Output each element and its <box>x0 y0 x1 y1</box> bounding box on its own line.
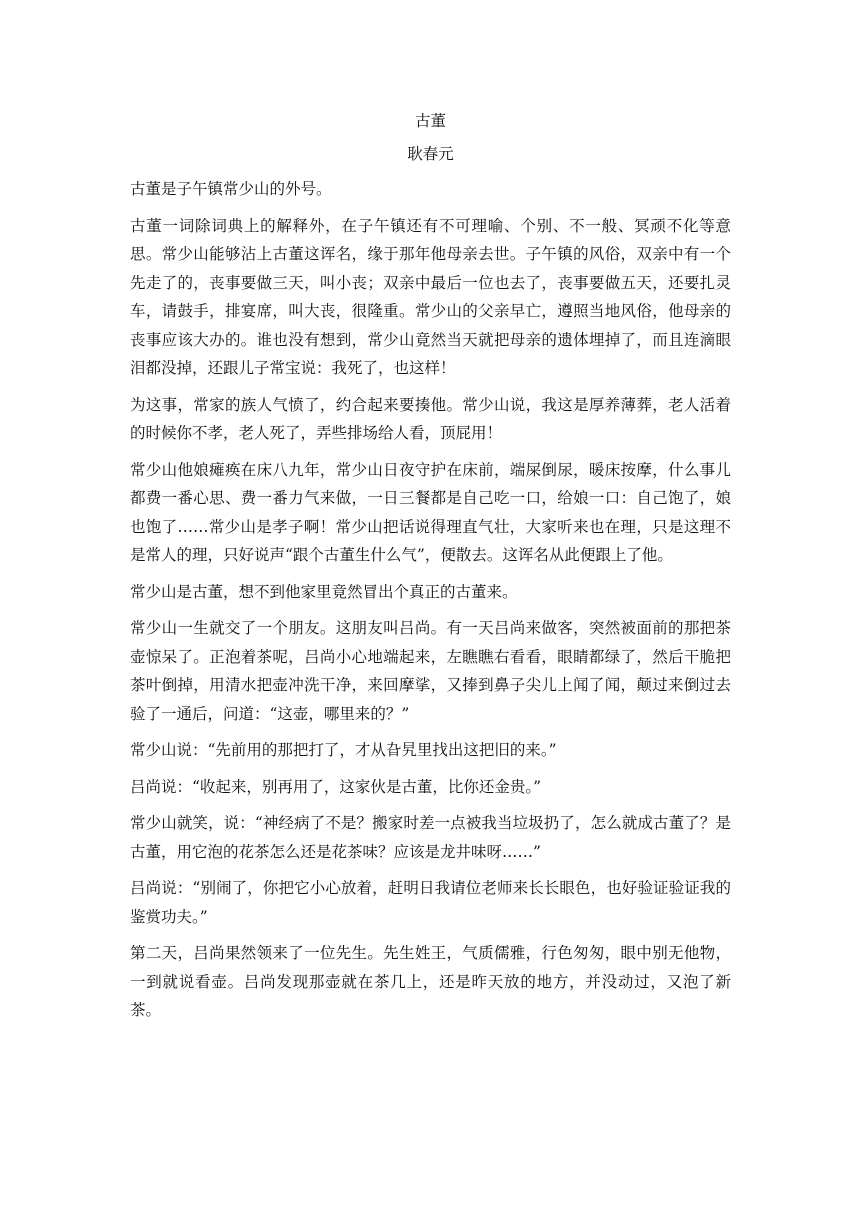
paragraph: 常少山是古董，想不到他家里竟然冒出个真正的古董来。 <box>130 582 518 601</box>
paragraph: 常少山一生就交了一个朋友。这朋友叫吕尚。有一天吕尚来做客，突然被面前的那把茶壶惊呆了。正泡着茶呢，吕尚小心地端起来，左瞧瞧右看看，眼睛都绿了，然后干脆把茶叶倒掉，用清水把壶冲洗干净，来回摩挲，又捧到鼻子尖儿上闻了闻，颠过来倒过去验了一通后，问道：“这壶，哪里来的？” <box>130 619 731 723</box>
paragraph: 常少山就笑，说：“神经病了不是？搬家时差一点被我当垃圾扔了，怎么就成古董了？是古董，用它泡的花茶怎么还是花茶味？应该是龙井味呀……” <box>130 814 731 861</box>
paragraph: 常少山说：“先前用的那把打了，才从旮旯里找出这把旧的来。” <box>130 741 557 759</box>
paragraph: 第二天，吕尚果然领来了一位先生。先生姓王，气质儒雅，行色匆匆，眼中别无他物，一到就说看壶。吕尚发现那壶就在茶几上，还是昨天放的地方，并没动过，又泡了新茶。 <box>130 944 731 1019</box>
paragraph: 古董一词除词典上的解释外，在子午镇还有不可理喻、个别、不一般、冥顽不化等意思。常少山能够沾上古董这诨名，缘于那年他母亲去世。子午镇的风俗，双亲中有一个先走了的，丧事要做三天，叫小丧；双亲中最后一位也去了，丧事要做五天，还要扎灵车，请鼓手，排宴席，叫大丧，很隆重。常少山的父亲早亡，遵照当地风俗，他母亲的丧事应该大办的。谁也没有想到，常少山竟然当天就把母亲的遗体埋掉了，而且连滴眼泪都没掉，还跟儿子常宝说：我死了，也这样！ <box>130 216 731 377</box>
document-author: 耿春元 <box>407 145 454 163</box>
document-page <box>130 108 731 1033</box>
paragraph: 吕尚说：“别闹了，你把它小心放着，赶明日我请位老师来长长眼色，也好验证验证我的鉴赏功夫。” <box>130 879 731 926</box>
paragraph: 为这事，常家的族人气愤了，约合起来要揍他。常少山说，我这是厚养薄葬，老人活着的时候你不孝，老人死了，弄些排场给人看，顶屁用！ <box>130 395 731 442</box>
paragraph: 常少山他娘瘫痪在床八九年，常少山日夜守护在床前，端屎倒尿，暖床按摩，什么事儿都费一番心思、费一番力气来做，一日三餐都是自己吃一口，给娘一口：自己饱了，娘也饱了……常少山是孝子啊！常少山把话说得理直气壮，大家听来也在理，只是这理不是常人的理，只好说声“跟个古董生什么气”，便散去。这诨名从此便跟上了他。 <box>130 460 731 564</box>
paragraph: 古董是子午镇常少山的外号。 <box>130 180 332 198</box>
paragraph: 吕尚说：“收起来，别再用了，这家伙是古董，比你还金贵。” <box>130 777 542 796</box>
document-title: 古董 <box>414 112 446 130</box>
